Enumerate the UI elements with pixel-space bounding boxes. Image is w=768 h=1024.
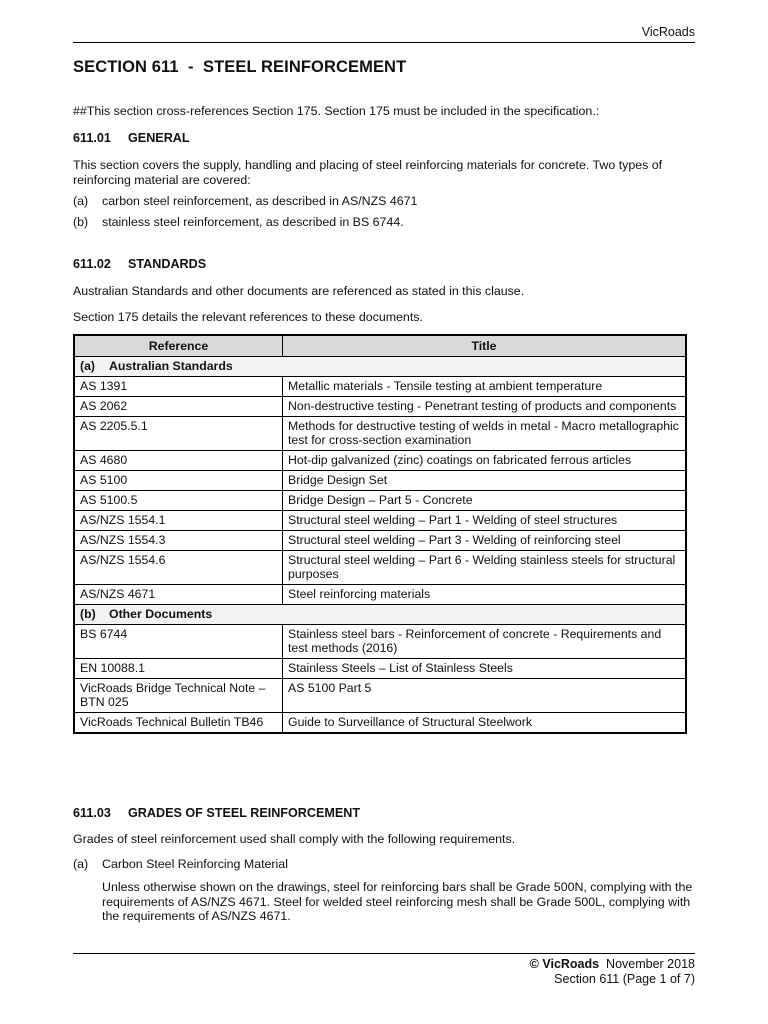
title-cell: Structural steel welding – Part 1 - Welding of steel structures [283,511,687,531]
table-row [74,397,686,417]
group-name: Australian Standards [109,359,233,373]
reference-cell: VicRoads Bridge Technical Note – BTN 025 [74,679,283,713]
reference-cell: AS 2205.5.1 [74,417,283,451]
reference-cell: BS 6744 [74,625,283,659]
reference-cell: AS 1391 [74,377,283,397]
list-item [73,194,695,209]
title-cell: Non-destructive testing - Penetrant testing of products and components [283,397,687,417]
page-footer [530,957,695,986]
header-rule [73,42,695,43]
table-header-row [74,335,686,357]
general-intro: This section covers the supply, handling and placing of steel reinforcing materials for concrete. Two types of reinforcing material are covered: [73,158,663,187]
list-text: Carbon Steel Reinforcing Material [102,857,288,871]
reference-cell: AS/NZS 1554.3 [74,531,283,551]
title-cell: Stainless steel bars - Reinforcement of concrete - Requirements and test methods (2016) [283,625,687,659]
reference-cell: AS 5100.5 [74,491,283,511]
references-table [73,334,687,734]
table-row [74,551,686,585]
title-cell: AS 5100 Part 5 [283,679,687,713]
column-header-reference: Reference [74,335,283,357]
table-row [74,451,686,471]
table-row [74,659,686,679]
standards-paragraph-2: Section 175 details the relevant references to these documents. [73,310,423,324]
table-row [74,531,686,551]
footer-copyright: © VicRoads [529,957,600,971]
table-row [74,491,686,511]
cross-reference-note: ##This section cross-references Section 175. Section 175 must be included in the specification.: [73,104,600,118]
section-number: 611.03 [73,806,111,820]
title-cell: Structural steel welding – Part 6 - Welding stainless steels for structural purposes [283,551,687,585]
table-row [74,585,686,605]
footer-page-number: Section 611 (Page 1 of 7) [554,971,695,986]
reference-cell: AS/NZS 1554.6 [74,551,283,585]
title-cell: Structural steel welding – Part 3 - Welding of reinforcing steel [283,531,687,551]
section-title: GRADES OF STEEL REINFORCEMENT [128,806,361,820]
section-title: GENERAL [128,131,190,145]
list-item [73,215,695,230]
reference-cell: AS 2062 [74,397,283,417]
section-number: 611.01 [73,131,111,145]
column-header-title: Title [283,335,687,357]
reference-cell: AS 5100 [74,471,283,491]
group-label [74,357,686,377]
table-row [74,377,686,397]
title-cell: Bridge Design Set [283,471,687,491]
section-heading-grades [73,806,360,820]
reference-cell: AS/NZS 1554.1 [74,511,283,531]
document-page [73,0,695,1024]
table-group-row [74,357,686,377]
group-marker: (a) [80,359,96,373]
title-cell: Methods for destructive testing of welds in metal - Macro metallographic test for cross-section examination [283,417,687,451]
grades-carbon-steel-paragraph: Unless otherwise shown on the drawings, steel for reinforcing bars shall be Grade 500N, complying with the requirements of AS/NZS 4671. Steel for welded steel reinforcing mesh shall be Grade 500L, complying with the requirements of AS/NZS 4671. [102,880,693,923]
table-row [74,511,686,531]
list-text: carbon steel reinforcement, as described in AS/NZS 4671 [102,194,418,208]
section-heading-standards [73,257,206,271]
group-marker: (b) [80,607,96,621]
table-group-row [74,605,686,625]
title-cell: Bridge Design – Part 5 - Concrete [283,491,687,511]
title-cell: Guide to Surveillance of Structural Steelwork [283,713,687,734]
footer-date: November 2018 [606,957,695,971]
list-item [73,857,695,872]
title-cell: Hot-dip galvanized (zinc) coatings on fabricated ferrous articles [283,451,687,471]
page-title: SECTION 611 - STEEL REINFORCEMENT [73,58,407,76]
section-number: 611.02 [73,257,111,271]
section-heading-general [73,131,190,145]
standards-paragraph-1: Australian Standards and other documents are referenced as stated in this clause. [73,284,525,298]
reference-cell: AS/NZS 4671 [74,585,283,605]
reference-cell: EN 10088.1 [74,659,283,679]
list-marker: (a) [73,857,89,871]
reference-cell: VicRoads Technical Bulletin TB46 [74,713,283,734]
group-label [74,605,686,625]
title-cell: Steel reinforcing materials [283,585,687,605]
group-name: Other Documents [109,607,213,621]
table-row [74,417,686,451]
table-row [74,679,686,713]
table-row [74,471,686,491]
table-row [74,713,686,734]
grades-intro: Grades of steel reinforcement used shall comply with the following requirements. [73,832,516,846]
list-marker: (b) [73,215,89,229]
header-organization: VicRoads [641,25,695,39]
title-cell: Stainless Steels – List of Stainless Steels [283,659,687,679]
title-cell: Metallic materials - Tensile testing at ambient temperature [283,377,687,397]
reference-cell: AS 4680 [74,451,283,471]
footer-rule [73,953,695,954]
list-text: stainless steel reinforcement, as described in BS 6744. [102,215,404,229]
list-marker: (a) [73,194,89,208]
section-title: STANDARDS [128,257,207,271]
table-row [74,625,686,659]
